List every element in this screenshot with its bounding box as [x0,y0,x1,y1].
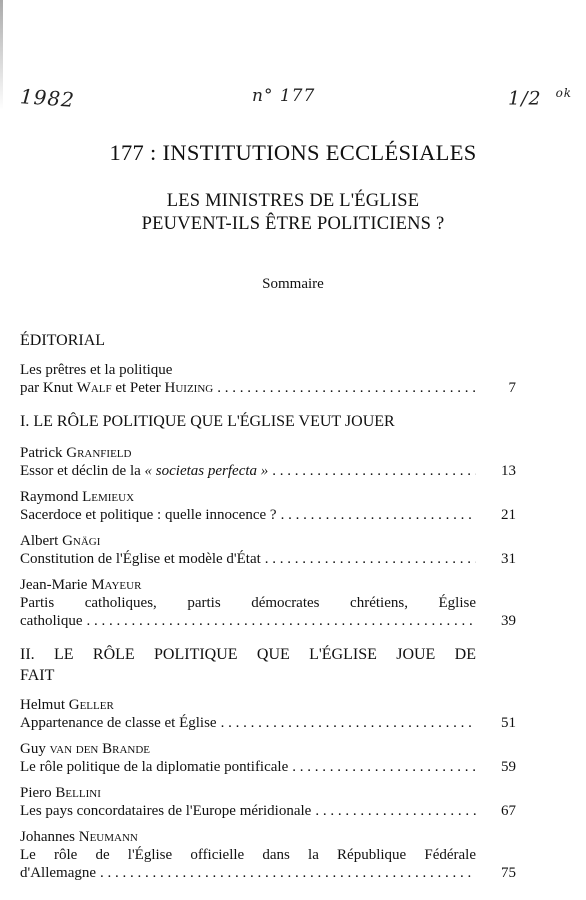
entry-title-line [20,462,476,480]
entry-author [20,444,476,462]
entry-title: Les pays concordataires de l'Europe méridionale [20,803,312,819]
and-connector: et Peter [111,380,165,396]
entry-title-line [20,864,476,882]
toc-entry [20,740,516,776]
section-2-heading-line-1: II. LE RÔLE POLITIQUE QUE L'ÉGLISE JOUE DE [20,646,476,663]
author-firstname: Guy [20,741,50,757]
entry-title: d'Allemagne [20,865,97,881]
page-title: 177 : INSTITUTIONS ECCLÉSIALES [109,140,477,165]
author-lastname: Geller [68,697,114,713]
entry-title-line-1: Partis catholiques, partis démocrates chrétiens, Église [20,595,476,611]
page-number: 7 [508,380,516,396]
leader-dots [292,758,476,776]
page-number: 59 [501,759,516,775]
leader-dots [281,506,476,524]
author-firstname: Piero [20,785,56,801]
author-firstname: Albert [20,533,63,549]
entry-title [20,462,268,480]
author-lastname: Bellini [55,785,101,801]
author-firstname: Patrick [20,445,67,461]
subtitle-line-2: PEUVENT-ILS ÊTRE POLITICIENS ? [141,214,445,234]
table-of-contents [20,330,516,890]
entry-title: Le rôle politique de la diplomatie pontificale [20,759,289,775]
editorial-heading: ÉDITORIAL [20,332,106,349]
entry-title-line [20,758,476,776]
author-lastname: Walf [76,380,112,396]
page-number: 75 [501,865,516,881]
entry-title: Appartenance de classe et Église [20,715,217,731]
handwritten-issue-number: n° 177 [252,86,316,106]
entry-author [20,740,476,758]
author-lastname: van den Brande [49,741,151,757]
toc-entry [20,532,516,568]
page-number: 51 [501,715,516,731]
author-lastname: Granfield [66,445,132,461]
leader-dots [100,864,476,882]
author-firstname: Jean-Marie [20,577,92,593]
author-lastname: Gnägi [62,533,101,549]
entry-title-line-1: Le rôle de l'Église officielle dans la République Fédérale [20,847,476,863]
author-firstname: Helmut [20,697,69,713]
entry-author [20,488,476,506]
handwritten-note [508,86,572,109]
leader-dots [265,550,476,568]
toc-entry [20,488,516,524]
entry-title-line [20,802,476,820]
toc-entry [20,784,516,820]
author-lastname: Huizing [164,380,214,396]
toc-entry [20,444,516,480]
entry-authors [20,379,213,397]
entry-title: Les prêtres et la politique [20,362,173,378]
page-number: 31 [501,551,516,567]
handwritten-ok: ok [555,86,573,100]
entry-title: Constitution de l'Église et modèle d'État [20,551,261,567]
entry-author [20,784,476,802]
handwritten-year: 1982 [19,84,76,112]
author-lastname: Mayeur [91,577,142,593]
title-italic: « societas perfecta » [144,463,269,479]
entry-title-line [20,506,476,524]
leader-dots [315,802,476,820]
section-1-heading: I. LE RÔLE POLITIQUE QUE L'ÉGLISE VEUT JOUER [20,413,395,430]
scan-edge-mark [0,0,3,110]
entry-title: Sacerdoce et politique : quelle innocence ? [20,507,277,523]
leader-dots [217,379,476,397]
author-firstname: Johannes [20,829,79,845]
toc-entry [20,576,516,630]
handwritten-fraction: 1/2 [508,87,542,110]
section-2-heading-line-2: FAIT [20,667,55,684]
leader-dots [221,714,476,732]
sommaire-heading: Sommaire [262,276,324,292]
page-number: 67 [501,803,516,819]
toc-entry [20,696,516,732]
page-number: 21 [501,507,516,523]
leader-dots [272,462,476,480]
entry-author [20,576,476,594]
toc-entry-editorial [20,361,516,397]
author-firstname: Raymond [20,489,83,505]
entry-author [20,828,476,846]
author-lastname: Lemieux [82,489,135,505]
entry-authors-line [20,379,476,397]
page-subtitle [0,190,586,236]
entry-title-line [20,714,476,732]
entry-title-line [20,612,476,630]
toc-entry [20,828,516,882]
page-number: 39 [501,613,516,629]
page-number: 13 [501,463,516,479]
subtitle-line-1: LES MINISTRES DE L'ÉGLISE [166,191,420,211]
entry-author [20,696,476,714]
entry-title: catholique [20,613,83,629]
author-lastname: Neumann [78,829,138,845]
leader-dots [86,612,476,630]
entry-author [20,532,476,550]
entry-title-line [20,550,476,568]
title-text: Essor et déclin de la [20,463,145,479]
by-prefix: par Knut [20,380,77,396]
section-2-heading [20,644,476,686]
